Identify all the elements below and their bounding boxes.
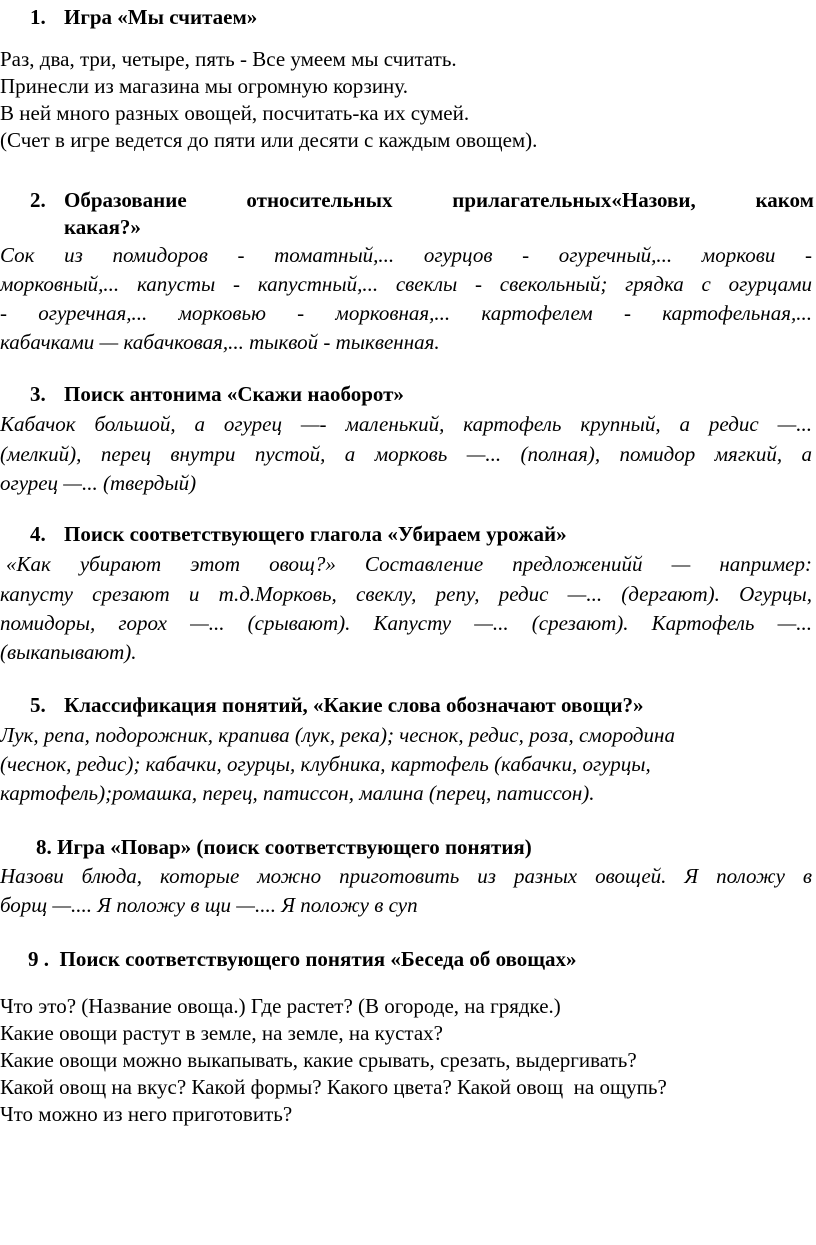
section-4-line-1: «Как убирают этот овощ?» Составление предложенийй — например: xyxy=(6,552,812,576)
section-3-number: 3. xyxy=(30,382,46,406)
section-1-line-3: В ней много разных овощей, посчитать-ка их сумей. xyxy=(0,101,470,125)
section-2-line-3: - огуречная,... морковью - морковная,... картофелем - картофельная,... xyxy=(0,301,812,325)
section-2-line-1: Сок из помидоров - томатный,... огурцов - огуречный,... моркови - xyxy=(0,243,812,267)
section-8-line-1: Назови блюда, которые можно приготовить из разных овощей. Я положу в xyxy=(0,864,812,888)
section-3-line-1: Кабачок большой, а огурец —- маленький, картофель крупный, а редис —... xyxy=(0,412,812,436)
section-9-line-5: Что можно из него приготовить? xyxy=(0,1102,293,1126)
section-5-line-1: Лук, репа, подорожник, крапива (лук, река); чеснок, редис, роза, смородина xyxy=(0,723,675,747)
section-4-number: 4. xyxy=(30,522,46,546)
section-2-title-word: каком xyxy=(755,188,814,212)
section-2-line-2: морковный,... капусты - капустный,... свеклы - свекольный; грядка с огурцами xyxy=(0,272,812,296)
section-9-line-4: Какой овощ на вкус? Какой формы? Какого цвета? Какой овощ на ощупь? xyxy=(0,1075,667,1099)
section-3-heading xyxy=(30,381,404,408)
section-2-title-word: относительных xyxy=(246,188,393,212)
section-9-line-3: Какие овощи можно выкапывать, какие срывать, срезать, выдергивать? xyxy=(0,1048,637,1072)
section-4-line-2: капусту срезают и т.д.Морковь, свеклу, репу, редис —... (дергают). Огурцы, xyxy=(0,582,812,606)
section-2-line-4: кабачками — кабачковая,... тыквой - тыквенная. xyxy=(0,330,440,354)
section-4-title: Поиск соответствующего глагола «Убираем урожай» xyxy=(64,522,567,546)
section-5-line-2: (чеснок, редис); кабачки, огурцы, клубника, картофель (кабачки, огурцы, xyxy=(0,752,651,776)
section-4-line-4: (выкапывают). xyxy=(0,640,137,664)
section-8-line-2: борщ —.... Я положу в щи —.... Я положу в суп xyxy=(0,893,418,917)
section-5-number: 5. xyxy=(30,693,46,717)
section-1-title: Игра «Мы считаем» xyxy=(64,5,258,29)
section-9-title: 9 . Поиск соответствующего понятия «Беседа об овощах» xyxy=(28,947,577,971)
section-8-title: 8. Игра «Повар» (поиск соответствующего понятия) xyxy=(36,835,532,859)
section-5-line-3: картофель);ромашка, перец, патиссон, малина (перец, патиссон). xyxy=(0,781,595,805)
section-2-number: 2. xyxy=(30,188,46,212)
section-4-heading xyxy=(30,521,567,548)
section-2-title-line-1 xyxy=(64,187,814,214)
section-4-line-3: помидоры, горох —... (срывают). Капусту —... (срезают). Картофель —... xyxy=(0,611,812,635)
section-3-title: Поиск антонима «Скажи наоборот» xyxy=(64,382,404,406)
section-1-number: 1. xyxy=(30,5,46,29)
section-5-title: Классификация понятий, «Какие слова обозначают овощи?» xyxy=(64,693,644,717)
section-1-heading xyxy=(30,4,257,31)
section-2-title-word: прилагательных«Назови, xyxy=(452,188,696,212)
section-1-line-1: Раз, два, три, четыре, пять - Все умеем мы считать. xyxy=(0,47,457,71)
section-9-line-2: Какие овощи растут в земле, на земле, на кустах? xyxy=(0,1021,443,1045)
section-2-title-word: Образование xyxy=(64,188,187,212)
section-2-title-line-2: какая?» xyxy=(64,215,141,239)
section-1-line-2: Принесли из магазина мы огромную корзину. xyxy=(0,74,408,98)
section-3-line-3: огурец —... (твердый) xyxy=(0,471,197,495)
section-9-line-1: Что это? (Название овоща.) Где растет? (В огороде, на грядке.) xyxy=(0,994,561,1018)
section-3-line-2: (мелкий), перец внутри пустой, а морковь —... (полная), помидор мягкий, а xyxy=(0,442,812,466)
section-1-line-4: (Счет в игре ведется до пяти или десяти с каждым овощем). xyxy=(0,128,538,152)
section-5-heading xyxy=(30,692,644,719)
